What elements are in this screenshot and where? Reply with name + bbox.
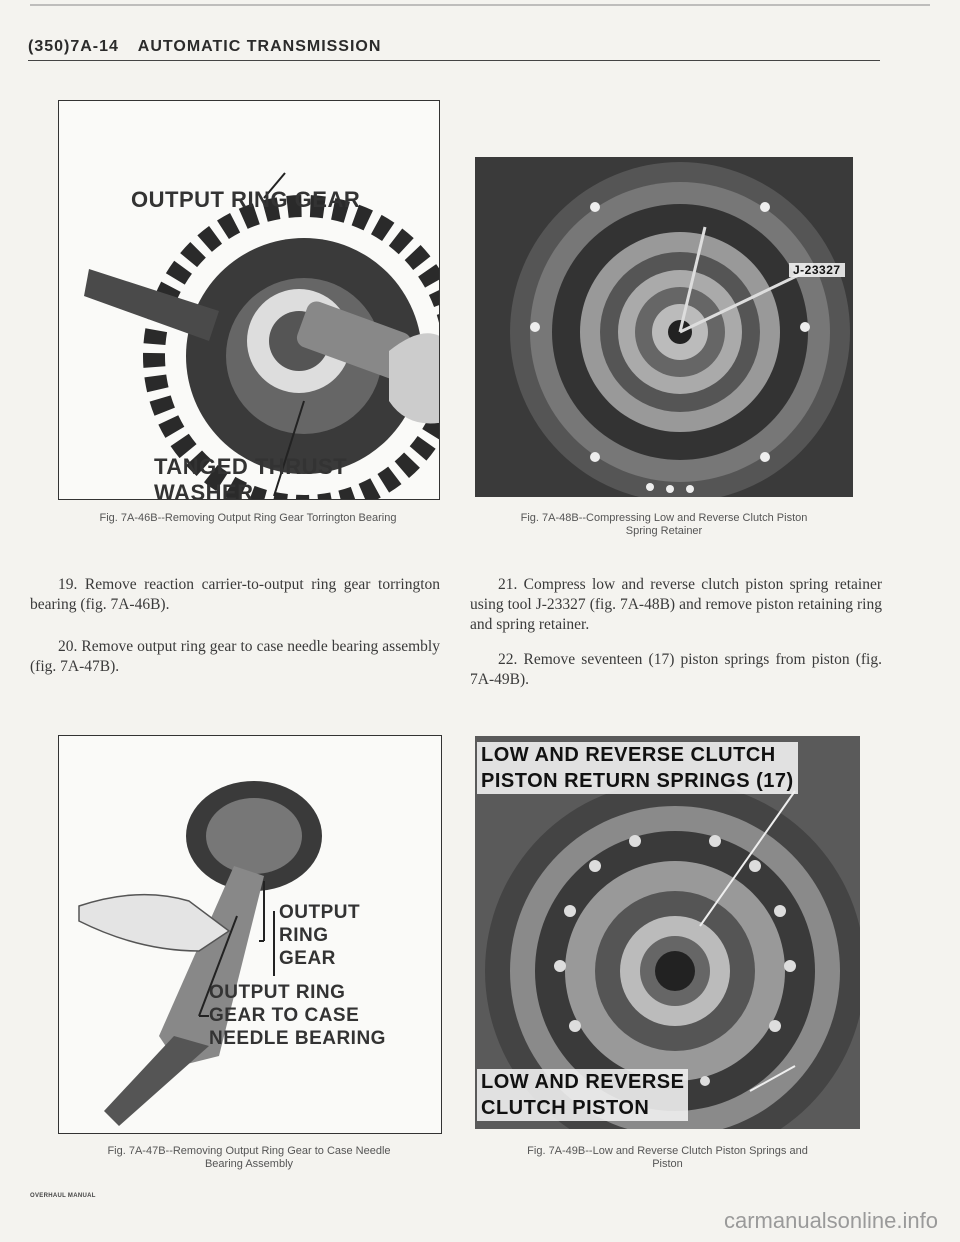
step-22 <box>470 650 882 690</box>
caption-48b-line2: Spring Retainer <box>625 525 703 537</box>
caption-48b-line1: Fig. 7A-48B--Compressing Low and Reverse Clutch Piston <box>520 512 808 524</box>
step-22-text: 22. Remove seventeen (17) piston springs from piston (fig. 7A-49B). <box>470 651 882 688</box>
caption-49b <box>475 1145 860 1171</box>
page-header <box>28 38 381 56</box>
label-return-springs <box>477 742 798 794</box>
clutch-compressor-photo <box>475 157 853 497</box>
figure-46b <box>58 100 440 500</box>
caption-46b: Fig. 7A-46B--Removing Output Ring Gear Torrington Bearing <box>99 512 397 524</box>
label-tool-j23327: J-23327 <box>789 263 845 277</box>
scan-edge <box>30 4 930 6</box>
label-ring-line3: GEAR <box>279 948 336 969</box>
caption-47b-line2: Bearing Assembly <box>204 1158 294 1170</box>
step-21-text: 21. Compress low and reverse clutch piston spring retainer using tool J-23327 (fig. 7A-48B) and remove piston retaining ring and spring retainer. <box>470 576 882 633</box>
label-needle-bearing <box>209 981 386 1050</box>
figure-48b <box>475 157 853 497</box>
label-output-ring-gear: OUTPUT RING GEAR <box>131 187 361 212</box>
step-21 <box>470 575 882 635</box>
caption-49b-line1: Fig. 7A-49B--Low and Reverse Clutch Piston Springs and <box>527 1145 808 1157</box>
figure-47b <box>58 735 442 1134</box>
label-piston-line1: LOW AND REVERSE <box>481 1071 685 1093</box>
ring-gear-illustration <box>59 101 439 499</box>
page-code: (350)7A-14 <box>28 38 119 55</box>
watermark: carmanualsonline.info <box>723 1208 938 1233</box>
label-bearing-line2: GEAR TO CASE <box>209 1005 360 1026</box>
caption-47b <box>58 1145 440 1171</box>
footer-manual-name: OVERHAUL MANUAL <box>30 1193 96 1199</box>
label-ring-line1: OUTPUT <box>279 902 361 923</box>
step-19 <box>30 575 440 615</box>
caption-49b-line2: Piston <box>652 1158 683 1170</box>
step-20 <box>30 637 440 677</box>
page-title: AUTOMATIC TRANSMISSION <box>137 38 382 55</box>
label-piston-line2: CLUTCH PISTON <box>481 1097 650 1119</box>
label-springs-line1: LOW AND REVERSE CLUTCH <box>481 744 776 766</box>
label-tanged-thrust-washer: TANGED THRUST WASHER <box>154 454 348 500</box>
step-19-text: 19. Remove reaction carrier-to-output ring gear torrington bearing (fig. 7A-46B). <box>30 576 440 613</box>
figure-49b <box>475 736 860 1129</box>
step-20-text: 20. Remove output ring gear to case needle bearing assembly (fig. 7A-47B). <box>30 638 440 675</box>
caption-48b <box>475 512 853 538</box>
output-shaft-illustration <box>59 736 441 1133</box>
label-ring-line2: RING <box>279 925 329 946</box>
caption-47b-line1: Fig. 7A-47B--Removing Output Ring Gear to Case Needle <box>107 1145 391 1157</box>
label-clutch-piston <box>477 1069 688 1121</box>
header-rule <box>28 60 880 61</box>
label-bearing-line1: OUTPUT RING <box>209 982 346 1003</box>
label-output-ring-gear-2 <box>279 901 360 970</box>
label-springs-line2: PISTON RETURN SPRINGS (17) <box>481 770 794 792</box>
label-bearing-line3: NEEDLE BEARING <box>209 1028 386 1049</box>
